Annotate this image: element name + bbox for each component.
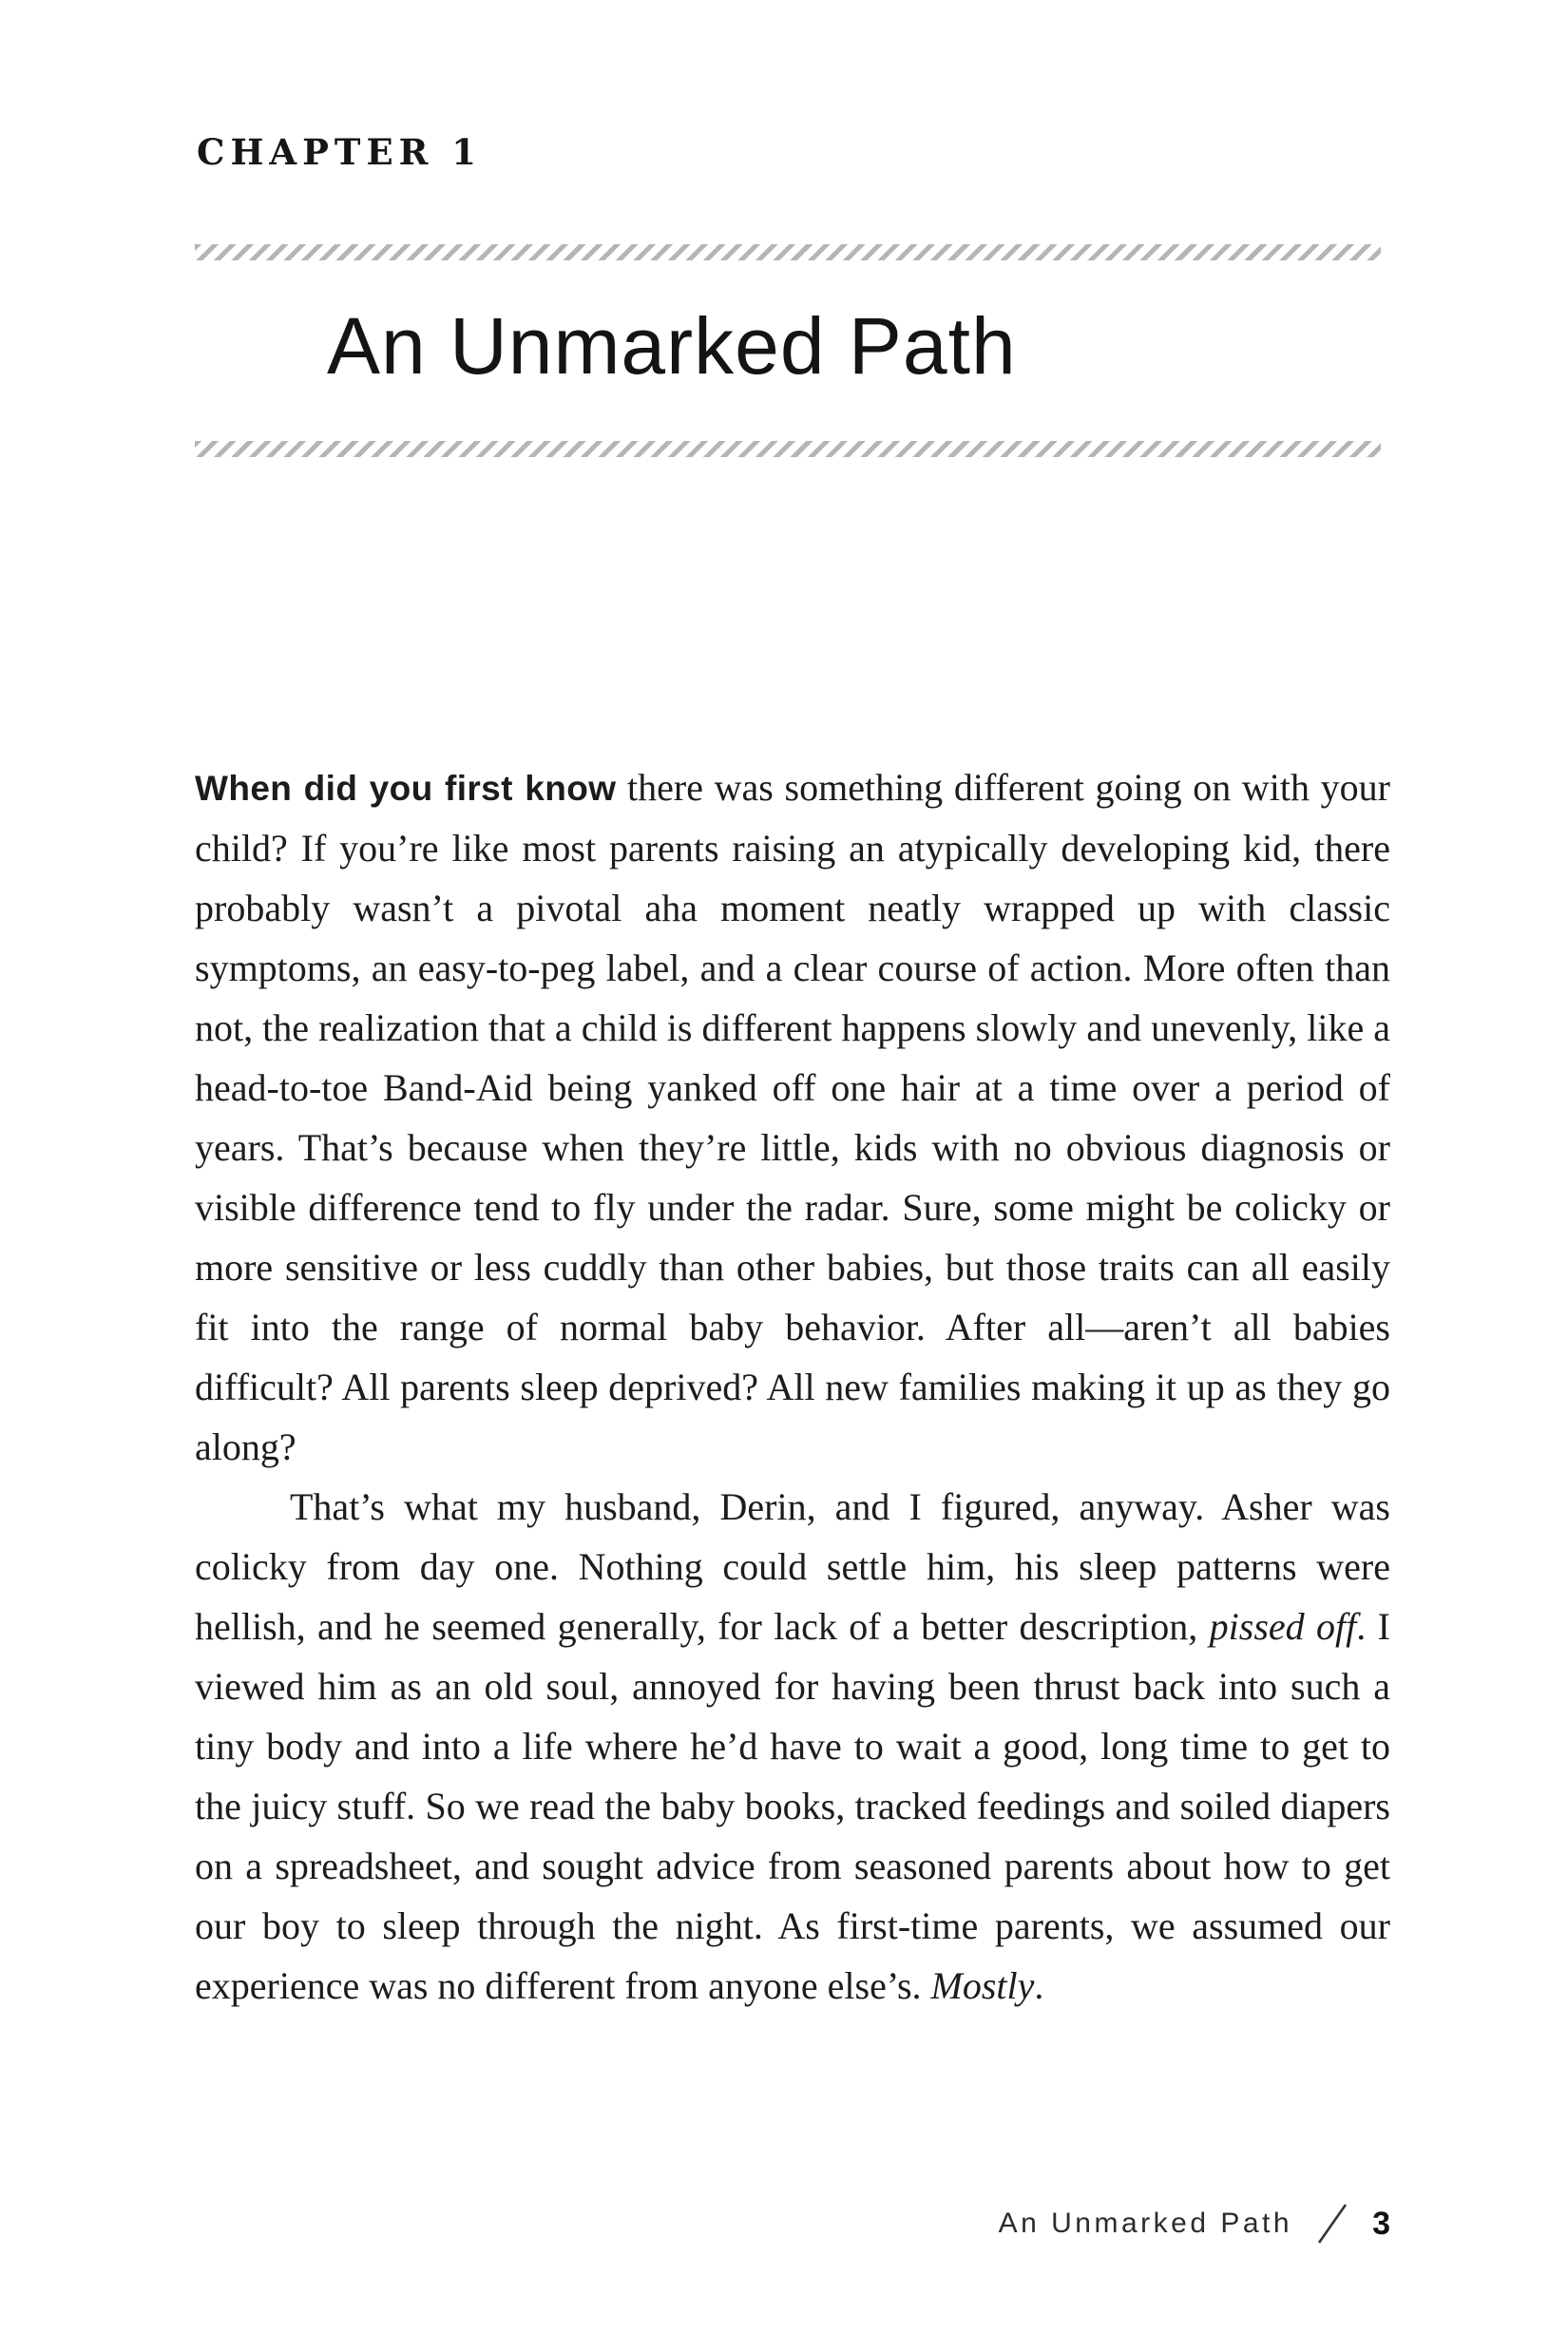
chapter-label: CHAPTER 1	[197, 131, 483, 173]
paragraph	[195, 757, 1390, 1477]
chapter-title: An Unmarked Path	[327, 301, 1017, 391]
text-segment: .	[1034, 1964, 1044, 2007]
page-number: 3	[1372, 2205, 1390, 2242]
running-title: An Unmarked Path	[998, 2208, 1293, 2239]
text-segment: Mostly	[930, 1964, 1035, 2007]
text-segment: When did you first know	[195, 769, 617, 808]
text-segment: . I viewed him as an old soul, annoyed for having been thrust back into such a tiny body and into a life where he’d have to wait a good, long time to get to the juicy stuff. So we read the baby books, tracked feedings and soiled diapers on a spreadsheet, and sought advice from seasoned parents about how to get our boy to sleep through the night. As first-time parents, we assumed our experience was no different from anyone else’s.	[195, 1605, 1391, 2007]
text-segment: That’s what my husband, Derin, and I figured, anyway. Asher was colicky from day one. Nothing could settle him, his sleep patterns were hellish, and he seemed generally, for lack of a better description,	[195, 1485, 1390, 1648]
body-text	[195, 757, 1390, 2016]
text-segment: there was something different going on with your child? If you’re like most parents raising an atypically developing kid, there probably wasn’t a pivotal aha moment neatly wrapped up with classic symptoms, an easy-to-peg label, and a clear course of action. More often than not, the realization that a child is different happens slowly and unevenly, like a head-to-toe Band-Aid being yanked off one hair at a time over a period of years. That’s because when they’re little, kids with no obvious diagnosis or visible difference tend to fly under the radar. Sure, some might be colicky or more sensitive or less cuddly than other babies, but those traits can all easily fit into the range of normal baby behavior. After all—aren’t all babies difficult? All parents sleep deprived? All new families making it up as they go along?	[195, 766, 1390, 1468]
page-footer	[999, 2201, 1390, 2247]
slash-separator-icon	[1315, 2201, 1349, 2247]
text-segment: pissed off	[1209, 1605, 1357, 1648]
decorative-hatch-rule-top	[195, 244, 1381, 260]
paragraph	[195, 1477, 1390, 2016]
decorative-hatch-rule-bottom	[195, 441, 1381, 457]
